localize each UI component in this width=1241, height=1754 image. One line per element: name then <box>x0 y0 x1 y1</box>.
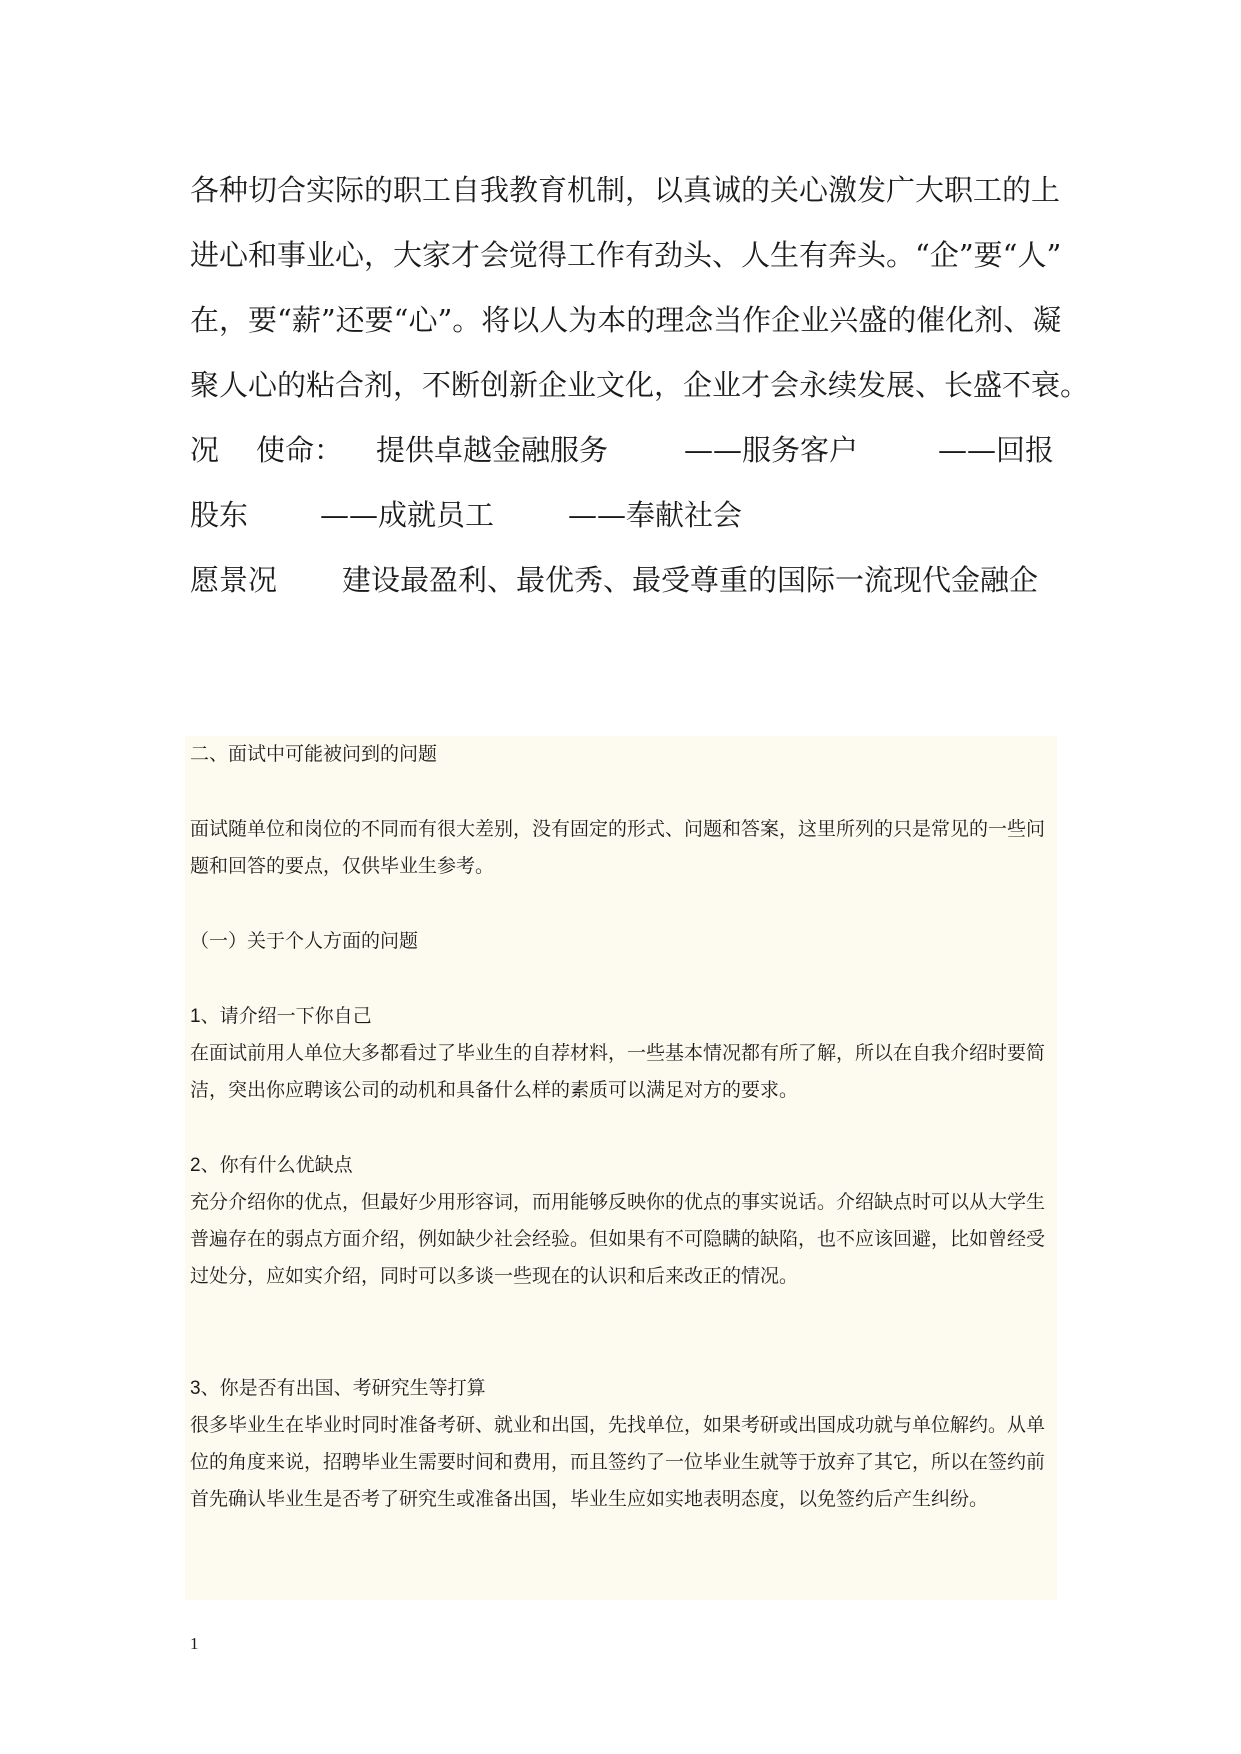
section-subheading: （一）关于个人方面的问题 <box>190 931 419 952</box>
question-answer: 很多毕业生在毕业时同时准备考研、就业和出国，先找单位，如果考研或出国成功就与单位解约。从单位的角度来说，招聘毕业生需要时间和费用，而且签约了一位毕业生就等于放弃了其它，所以在签约前首先确认毕业生是否考了研究生或准备出国，毕业生应如实地表明态度，以免签约后产生纠纷。 <box>190 1415 1046 1510</box>
body-line: 进心和事业心，大家才会觉得工作有劲头、人生有奔头。“企”要“人” <box>190 238 1062 272</box>
question-title: 1、请介绍一下你自己 <box>190 1006 372 1027</box>
mission-label: 使命： <box>256 433 344 467</box>
mission-item: 提供卓越金融服务 <box>376 433 609 467</box>
page-number: 1 <box>190 1634 199 1653</box>
mission-kuang: 况 <box>190 433 220 467</box>
mission-row <box>190 418 1060 483</box>
mission-item: ——成就员工 <box>320 498 495 532</box>
question-answer: 充分介绍你的优点，但最好少用形容词，而用能够反映你的优点的事实说话。介绍缺点时可以从大学生普遍存在的弱点方面介绍，例如缺少社会经验。但如果有不可隐瞒的缺陷，也不应该回避，比如曾经受过处分，应如实介绍，同时可以多谈一些现在的认识和后来改正的情况。 <box>190 1192 1046 1287</box>
mission-item: ——服务客户 <box>684 433 859 467</box>
mission-item: ——回报 <box>938 433 1055 467</box>
question-answer: 在面试前用人单位大多都看过了毕业生的自荐材料，一些基本情况都有所了解，所以在自我介绍时要简洁，突出你应聘该公司的动机和具备什么样的素质可以满足对方的要求。 <box>190 1043 1046 1101</box>
body-line: 各种切合实际的职工自我教育机制，以真诚的关心激发广大职工的上 <box>190 173 1061 207</box>
body-line: 在，要“薪”还要“心”。将以人为本的理念当作企业兴盛的催化剂、凝 <box>190 303 1062 337</box>
section-heading: 二、面试中可能被问到的问题 <box>190 744 438 765</box>
interview-questions-section <box>185 736 1057 1600</box>
question-title: 2、你有什么优缺点 <box>190 1155 353 1176</box>
body-text-block <box>190 158 1090 613</box>
body-line: 聚人心的粘合剂，不断创新企业文化，企业才会永续发展、长盛不衰。 <box>190 368 1090 402</box>
vision-text: 建设最盈利、最优秀、最受尊重的国际一流现代金融企 <box>342 563 1039 597</box>
section-intro: 面试随单位和岗位的不同而有很大差别，没有固定的形式、问题和答案，这里所列的只是常见的一些问题和回答的要点，仅供毕业生参考。 <box>190 819 1046 877</box>
question-title: 3、你是否有出国、考研究生等打算 <box>190 1378 486 1399</box>
mission-item: ——奉献社会 <box>568 498 743 532</box>
mission-row-2 <box>190 483 1060 548</box>
vision-label: 愿景况 <box>190 563 278 597</box>
mission-item: 股东 <box>190 498 249 532</box>
vision-row <box>190 548 1060 613</box>
